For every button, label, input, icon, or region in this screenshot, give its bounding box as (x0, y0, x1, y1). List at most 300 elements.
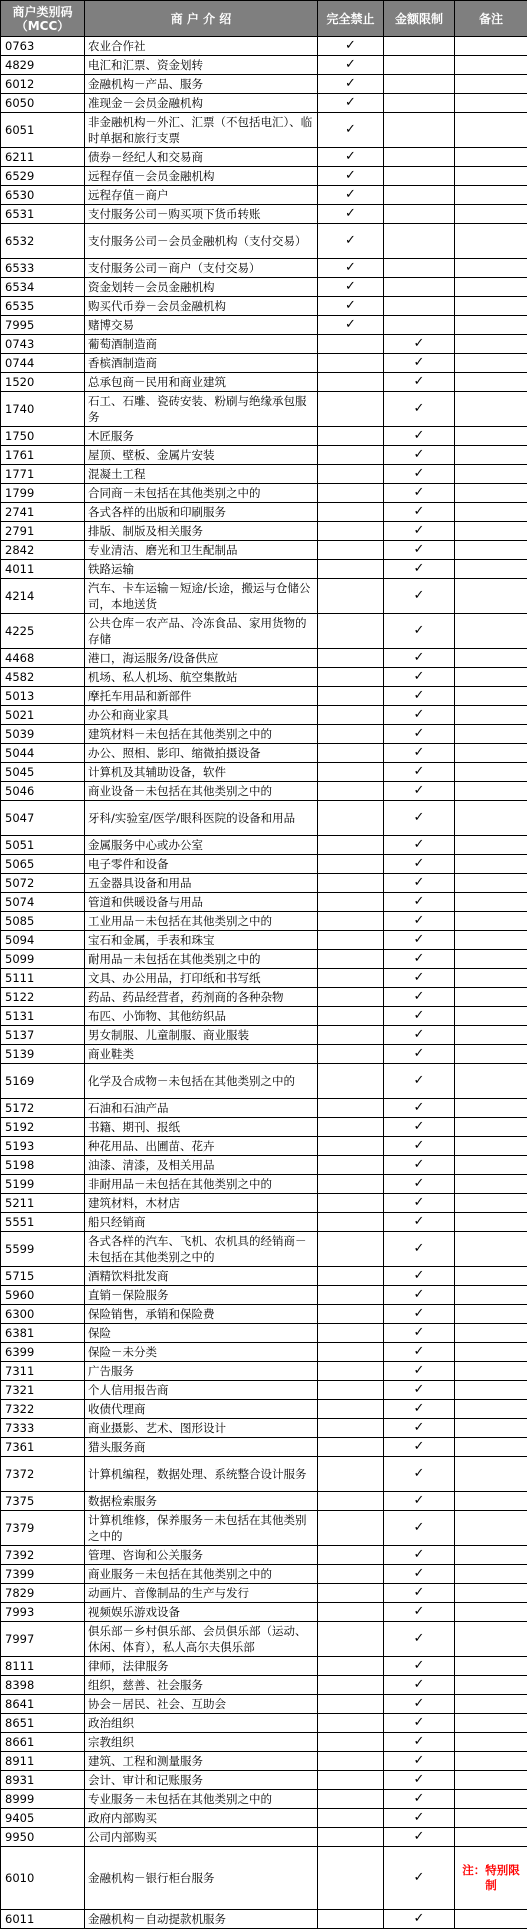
amount-limited-cell (384, 94, 455, 113)
table-row (1, 522, 527, 541)
amount-limited-cell (384, 1137, 455, 1156)
amount-limited-cell (384, 427, 455, 446)
amount-limited-cell (384, 1910, 455, 1929)
check-mark-icon: ✓ (414, 1420, 425, 1435)
mcc-code-cell: 6531 (1, 205, 85, 224)
mcc-code-cell: 5192 (1, 1118, 85, 1137)
mcc-code-cell: 7379 (1, 1511, 85, 1546)
check-mark-icon: ✓ (414, 1008, 425, 1023)
amount-limited-cell (384, 113, 455, 148)
mcc-code-cell: 2741 (1, 503, 85, 522)
fully-prohibited-cell (318, 836, 384, 855)
table-row (1, 1492, 527, 1511)
merchant-description-cell: 港口，海运服务/设备供应 (85, 649, 318, 668)
amount-limited-cell (384, 465, 455, 484)
header-row (1, 1, 527, 37)
merchant-description-cell: 广告服务 (85, 1362, 318, 1381)
check-mark-icon: ✓ (414, 1100, 425, 1115)
mcc-code-cell: 4011 (1, 560, 85, 579)
remarks-cell (455, 392, 527, 427)
amount-limited-cell (384, 1007, 455, 1026)
mcc-code-cell: 1740 (1, 392, 85, 427)
fully-prohibited-cell (318, 427, 384, 446)
fully-prohibited-cell (318, 744, 384, 763)
check-mark-icon: ✓ (414, 1585, 425, 1600)
fully-prohibited-cell (318, 1828, 384, 1847)
merchant-description-cell: 专业服务－未包括在其他类别之中的 (85, 1790, 318, 1809)
remarks-cell (455, 706, 527, 725)
fully-prohibited-cell (318, 1657, 384, 1676)
mcc-code-cell: 7333 (1, 1419, 85, 1438)
merchant-description-cell: 电汇和汇票、资金划转 (85, 56, 318, 75)
fully-prohibited-cell (318, 186, 384, 205)
check-mark-icon: ✓ (345, 168, 356, 183)
check-mark-icon: ✓ (414, 932, 425, 947)
amount-limited-cell (384, 1657, 455, 1676)
remarks-cell (455, 1213, 527, 1232)
check-mark-icon: ✓ (414, 466, 425, 481)
remarks-cell (455, 668, 527, 687)
fully-prohibited-cell (318, 931, 384, 950)
remarks-cell (455, 1752, 527, 1771)
merchant-description-cell: 建筑材料，木材店 (85, 1194, 318, 1213)
table-row (1, 649, 527, 668)
fully-prohibited-cell (318, 1584, 384, 1603)
merchant-description-cell: 债券－经纪人和交易商 (85, 148, 318, 167)
table-row (1, 836, 527, 855)
amount-limited-cell (384, 1381, 455, 1400)
table-row (1, 893, 527, 912)
fully-prohibited-cell (318, 1511, 384, 1546)
fully-prohibited-cell (318, 205, 384, 224)
mcc-code-cell: 7321 (1, 1381, 85, 1400)
check-mark-icon: ✓ (414, 1439, 425, 1454)
table-row (1, 560, 527, 579)
remarks-cell (455, 259, 527, 278)
fully-prohibited-cell (318, 75, 384, 94)
fully-prohibited-cell (318, 579, 384, 614)
amount-limited-cell (384, 1232, 455, 1267)
amount-limited-cell (384, 1714, 455, 1733)
fully-prohibited-cell (318, 297, 384, 316)
fully-prohibited-cell (318, 1790, 384, 1809)
merchant-description-cell: 药品、药品经营者，药剂商的各种杂物 (85, 988, 318, 1007)
amount-limited-cell (384, 763, 455, 782)
merchant-description-cell: 计算机及其辅助设备，软件 (85, 763, 318, 782)
remarks-cell (455, 1910, 527, 1929)
mcc-code-cell: 5044 (1, 744, 85, 763)
remarks-cell (455, 1400, 527, 1419)
mcc-code-cell: 5072 (1, 874, 85, 893)
remarks-cell (455, 1492, 527, 1511)
check-mark-icon: ✓ (345, 57, 356, 72)
fully-prohibited-cell (318, 37, 384, 56)
remarks-cell (455, 931, 527, 950)
fully-prohibited-cell (318, 1381, 384, 1400)
merchant-description-cell: 管道和供暖设备与用品 (85, 893, 318, 912)
fully-prohibited-cell (318, 1156, 384, 1175)
mcc-code-cell: 6399 (1, 1343, 85, 1362)
check-mark-icon: ✓ (414, 542, 425, 557)
check-mark-icon: ✓ (414, 783, 425, 798)
check-mark-icon: ✓ (414, 355, 425, 370)
amount-limited-cell (384, 969, 455, 988)
fully-prohibited-cell (318, 1305, 384, 1324)
table-row (1, 1381, 527, 1400)
table-row (1, 1847, 527, 1910)
mcc-code-cell: 6534 (1, 278, 85, 297)
check-mark-icon: ✓ (414, 1214, 425, 1229)
check-mark-icon: ✓ (414, 447, 425, 462)
remarks-cell (455, 484, 527, 503)
check-mark-icon: ✓ (414, 1696, 425, 1711)
check-mark-icon: ✓ (414, 1734, 425, 1749)
table-row (1, 446, 527, 465)
fully-prohibited-cell (318, 1771, 384, 1790)
amount-limited-cell (384, 1492, 455, 1511)
amount-limited-cell (384, 1175, 455, 1194)
mcc-code-cell: 5021 (1, 706, 85, 725)
merchant-description-cell: 酒精饮料批发商 (85, 1267, 318, 1286)
check-mark-icon: ✓ (414, 1344, 425, 1359)
table-row (1, 1099, 527, 1118)
fully-prohibited-cell (318, 1099, 384, 1118)
mcc-code-cell: 0763 (1, 37, 85, 56)
fully-prohibited-cell (318, 1118, 384, 1137)
fully-prohibited-cell (318, 668, 384, 687)
merchant-description-cell: 会计、审计和记账服务 (85, 1771, 318, 1790)
check-mark-icon: ✓ (345, 187, 356, 202)
fully-prohibited-cell (318, 1695, 384, 1714)
check-mark-icon: ✓ (414, 588, 425, 603)
mcc-code-cell: 5715 (1, 1267, 85, 1286)
merchant-description-cell: 油漆、清漆，及相关用品 (85, 1156, 318, 1175)
mcc-code-cell: 1520 (1, 373, 85, 392)
amount-limited-cell (384, 912, 455, 931)
remarks-cell (455, 316, 527, 335)
amount-limited-cell (384, 1847, 455, 1910)
table-row (1, 1305, 527, 1324)
check-mark-icon: ✓ (414, 1195, 425, 1210)
remarks-cell (455, 1511, 527, 1546)
amount-limited-cell (384, 668, 455, 687)
mcc-code-cell: 5122 (1, 988, 85, 1007)
fully-prohibited-cell (318, 1546, 384, 1565)
remarks-cell (455, 1828, 527, 1847)
remarks-cell (455, 1771, 527, 1790)
remarks-cell (455, 186, 527, 205)
mcc-code-cell: 4468 (1, 649, 85, 668)
check-mark-icon: ✓ (414, 374, 425, 389)
check-mark-icon: ✓ (414, 1911, 425, 1926)
check-mark-icon: ✓ (414, 336, 425, 351)
amount-limited-cell (384, 1213, 455, 1232)
amount-limited-cell (384, 706, 455, 725)
table-row (1, 1156, 527, 1175)
check-mark-icon: ✓ (345, 122, 356, 137)
fully-prohibited-cell (318, 1622, 384, 1657)
amount-limited-cell (384, 950, 455, 969)
mcc-code-cell: 7993 (1, 1603, 85, 1622)
mcc-code-cell: 5172 (1, 1099, 85, 1118)
mcc-code-cell: 5131 (1, 1007, 85, 1026)
remarks-cell (455, 1381, 527, 1400)
check-mark-icon: ✓ (414, 1287, 425, 1302)
remarks-cell (455, 1045, 527, 1064)
remarks-cell (455, 1362, 527, 1381)
table-row (1, 1137, 527, 1156)
merchant-description-cell: 化学及合成物－未包括在其他类别之中的 (85, 1064, 318, 1099)
amount-limited-cell (384, 1457, 455, 1492)
header-remarks: 备注 (455, 1, 527, 37)
check-mark-icon: ✓ (414, 875, 425, 890)
amount-limited-cell (384, 1809, 455, 1828)
mcc-code-cell: 4582 (1, 668, 85, 687)
amount-limited-cell (384, 1790, 455, 1809)
mcc-code-cell: 6381 (1, 1324, 85, 1343)
table-row (1, 763, 527, 782)
remarks-cell (455, 75, 527, 94)
mcc-code-cell: 8931 (1, 1771, 85, 1790)
remarks-cell (455, 988, 527, 1007)
table-row (1, 205, 527, 224)
mcc-code-cell: 5111 (1, 969, 85, 988)
amount-limited-cell (384, 1752, 455, 1771)
check-mark-icon: ✓ (414, 707, 425, 722)
amount-limited-cell (384, 259, 455, 278)
merchant-description-cell: 合同商－未包括在其他类别之中的 (85, 484, 318, 503)
header-mcc-code: 商户类别码（MCC） (1, 1, 85, 37)
mcc-code-cell: 5094 (1, 931, 85, 950)
mcc-code-cell: 1761 (1, 446, 85, 465)
mcc-code-cell: 2791 (1, 522, 85, 541)
amount-limited-cell (384, 1733, 455, 1752)
amount-limited-cell (384, 37, 455, 56)
table-row (1, 874, 527, 893)
mcc-code-cell: 5047 (1, 801, 85, 836)
table-row (1, 167, 527, 186)
mcc-code-cell: 0744 (1, 354, 85, 373)
merchant-description-cell: 公共仓库－农产品、冷冻食品、家用货物的存储 (85, 614, 318, 649)
remarks-cell (455, 687, 527, 706)
merchant-description-cell: 保险－未分类 (85, 1343, 318, 1362)
merchant-description-cell: 石油和石油产品 (85, 1099, 318, 1118)
amount-limited-cell (384, 649, 455, 668)
remarks-cell (455, 278, 527, 297)
merchant-description-cell: 文具、办公用品，打印纸和书写纸 (85, 969, 318, 988)
remarks-cell (455, 1118, 527, 1137)
check-mark-icon: ✓ (345, 38, 356, 53)
merchant-description-cell: 管理、咨询和公关服务 (85, 1546, 318, 1565)
table-row (1, 484, 527, 503)
table-row (1, 1714, 527, 1733)
check-mark-icon: ✓ (414, 1138, 425, 1153)
remarks-cell (455, 744, 527, 763)
fully-prohibited-cell (318, 1676, 384, 1695)
remarks-cell (455, 782, 527, 801)
merchant-description-cell: 专业清洁、磨光和卫生配制品 (85, 541, 318, 560)
check-mark-icon: ✓ (414, 1046, 425, 1061)
table-row (1, 1676, 527, 1695)
table-row (1, 1771, 527, 1790)
check-mark-icon: ✓ (414, 1073, 425, 1088)
table-row (1, 1790, 527, 1809)
amount-limited-cell (384, 579, 455, 614)
remarks-cell (455, 1343, 527, 1362)
mcc-code-cell: 2842 (1, 541, 85, 560)
mcc-code-cell: 5074 (1, 893, 85, 912)
check-mark-icon: ✓ (414, 1027, 425, 1042)
fully-prohibited-cell (318, 148, 384, 167)
check-mark-icon: ✓ (414, 1772, 425, 1787)
merchant-description-cell: 混凝土工程 (85, 465, 318, 484)
table-row (1, 1286, 527, 1305)
remarks-cell (455, 354, 527, 373)
merchant-description-cell: 香槟酒制造商 (85, 354, 318, 373)
merchant-description-cell: 各式各样的出版和印刷服务 (85, 503, 318, 522)
table-row (1, 541, 527, 560)
check-mark-icon: ✓ (414, 1677, 425, 1692)
check-mark-icon: ✓ (414, 970, 425, 985)
remarks-cell (455, 1457, 527, 1492)
fully-prohibited-cell (318, 113, 384, 148)
check-mark-icon: ✓ (414, 1382, 425, 1397)
remarks-cell (455, 1324, 527, 1343)
fully-prohibited-cell (318, 801, 384, 836)
table-row (1, 1809, 527, 1828)
remarks-cell (455, 113, 527, 148)
table-row (1, 1343, 527, 1362)
merchant-description-cell: 葡萄酒制造商 (85, 335, 318, 354)
table-row (1, 1457, 527, 1492)
fully-prohibited-cell (318, 1752, 384, 1771)
fully-prohibited-cell (318, 855, 384, 874)
mcc-code-cell: 5599 (1, 1232, 85, 1267)
amount-limited-cell (384, 614, 455, 649)
remarks-cell (455, 1007, 527, 1026)
merchant-description-cell: 工业用品－未包括在其他类别之中的 (85, 912, 318, 931)
amount-limited-cell (384, 1324, 455, 1343)
merchant-description-cell: 耐用品－未包括在其他类别之中的 (85, 950, 318, 969)
table-row (1, 186, 527, 205)
check-mark-icon: ✓ (345, 76, 356, 91)
table-row (1, 801, 527, 836)
fully-prohibited-cell (318, 278, 384, 297)
amount-limited-cell (384, 801, 455, 836)
mcc-code-cell: 7361 (1, 1438, 85, 1457)
mcc-code-cell: 8641 (1, 1695, 85, 1714)
fully-prohibited-cell (318, 988, 384, 1007)
remarks-cell (455, 541, 527, 560)
merchant-description-cell: 汽车、卡车运输－短途/长途，搬运与仓储公司，本地送货 (85, 579, 318, 614)
check-mark-icon: ✓ (414, 1119, 425, 1134)
amount-limited-cell (384, 1099, 455, 1118)
table-row (1, 1267, 527, 1286)
fully-prohibited-cell (318, 1194, 384, 1213)
table-row (1, 1828, 527, 1847)
fully-prohibited-cell (318, 687, 384, 706)
amount-limited-cell (384, 1045, 455, 1064)
amount-limited-cell (384, 725, 455, 744)
check-mark-icon: ✓ (414, 669, 425, 684)
table-row (1, 1584, 527, 1603)
fully-prohibited-cell (318, 316, 384, 335)
amount-limited-cell (384, 1064, 455, 1099)
merchant-description-cell: 宝石和金属，手表和珠宝 (85, 931, 318, 950)
mcc-code-cell: 5039 (1, 725, 85, 744)
check-mark-icon: ✓ (414, 650, 425, 665)
table-row (1, 94, 527, 113)
merchant-description-cell: 机场、私人机场、航空集散站 (85, 668, 318, 687)
mcc-code-cell: 1771 (1, 465, 85, 484)
fully-prohibited-cell (318, 1064, 384, 1099)
amount-limited-cell (384, 1622, 455, 1657)
remarks-cell (455, 1603, 527, 1622)
fully-prohibited-cell (318, 706, 384, 725)
table-row (1, 579, 527, 614)
table-row (1, 259, 527, 278)
amount-limited-cell (384, 1828, 455, 1847)
check-mark-icon: ✓ (345, 233, 356, 248)
remarks-cell (455, 465, 527, 484)
mcc-code-cell: 5211 (1, 1194, 85, 1213)
amount-limited-cell (384, 186, 455, 205)
table-row (1, 1045, 527, 1064)
merchant-description-cell: 政府内部购买 (85, 1809, 318, 1828)
mcc-code-cell: 1750 (1, 427, 85, 446)
mcc-code-cell: 9950 (1, 1828, 85, 1847)
mcc-code-cell: 7372 (1, 1457, 85, 1492)
merchant-description-cell: 书籍、期刊、报纸 (85, 1118, 318, 1137)
fully-prohibited-cell (318, 522, 384, 541)
fully-prohibited-cell (318, 1362, 384, 1381)
amount-limited-cell (384, 931, 455, 950)
mcc-code-cell: 6532 (1, 224, 85, 259)
table-row (1, 706, 527, 725)
merchant-description-cell: 商业鞋类 (85, 1045, 318, 1064)
check-mark-icon: ✓ (414, 1829, 425, 1844)
mcc-code-cell: 0743 (1, 335, 85, 354)
merchant-description-cell: 屋顶、壁板、金属片安装 (85, 446, 318, 465)
table-row (1, 392, 527, 427)
remarks-cell (455, 56, 527, 75)
remarks-cell (455, 148, 527, 167)
check-mark-icon: ✓ (414, 688, 425, 703)
merchant-description-cell: 支付服务公司－商户（支付交易） (85, 259, 318, 278)
mcc-code-cell: 7399 (1, 1565, 85, 1584)
merchant-description-cell: 商业摄影、艺术、图形设计 (85, 1419, 318, 1438)
fully-prohibited-cell (318, 969, 384, 988)
amount-limited-cell (384, 744, 455, 763)
amount-limited-cell (384, 503, 455, 522)
merchant-description-cell: 政治组织 (85, 1714, 318, 1733)
fully-prohibited-cell (318, 1492, 384, 1511)
check-mark-icon: ✓ (414, 726, 425, 741)
table-row (1, 1419, 527, 1438)
remarks-cell (455, 94, 527, 113)
fully-prohibited-cell (318, 1267, 384, 1286)
table-row (1, 1026, 527, 1045)
amount-limited-cell (384, 1026, 455, 1045)
mcc-code-cell: 5051 (1, 836, 85, 855)
mcc-code-cell: 6011 (1, 1910, 85, 1929)
amount-limited-cell (384, 1362, 455, 1381)
mcc-code-cell: 6050 (1, 94, 85, 113)
check-mark-icon: ✓ (345, 260, 356, 275)
amount-limited-cell (384, 1286, 455, 1305)
amount-limited-cell (384, 782, 455, 801)
check-mark-icon: ✓ (414, 1753, 425, 1768)
